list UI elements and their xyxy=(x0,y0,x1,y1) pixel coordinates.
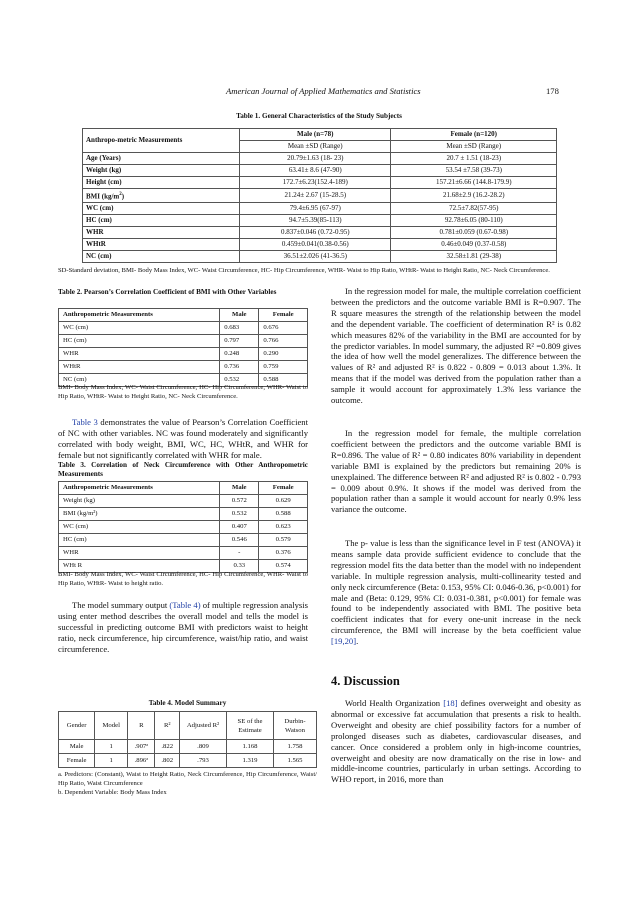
table-row xyxy=(83,251,557,263)
table1-corner: Anthropo-metric Measurements xyxy=(83,129,240,153)
table4-header: R xyxy=(128,712,155,740)
table-row: Female 1 .896ᵃ .802 .793 1.319 1.565 xyxy=(59,754,317,768)
table3-link[interactable]: Table 3 xyxy=(72,417,98,427)
table2-note: BMI- Body Mass Index, WC- Waist Circumference, HC- Hip Circumference, WHR- Waist to Hip Ratio, WHtR- Waist to Height Ratio, NC- Neck Circumference. xyxy=(58,384,308,400)
cell-male: 94.7±5.39(85-113) xyxy=(240,215,391,227)
paragraph-table4: The model summary output (Table 4) of multiple regression analysis using enter method describes the overall model and tells the model is successful in predicting outcome BMI with predictors waist to height ratio, neck circumference, hip circumference, waist/hip ratio, and waist circumference. xyxy=(58,600,308,654)
table3 xyxy=(58,481,308,573)
journal-title: American Journal of Applied Mathematics and Statistics xyxy=(226,86,421,96)
table-row xyxy=(83,239,557,251)
table-row: HC (cm) 0.546 0.579 xyxy=(59,534,308,547)
cell-female: 0.781±0.059 (0.67-0.98) xyxy=(391,227,557,239)
table-row: Weight (kg) 0.572 0.629 xyxy=(59,495,308,508)
running-header xyxy=(0,86,638,100)
table-row xyxy=(83,203,557,215)
table-row: WHtR 0.736 0.759 xyxy=(59,361,308,374)
page-number: 178 xyxy=(546,86,559,96)
section-heading: 4. Discussion xyxy=(331,674,400,688)
paragraph-discussion: World Health Organization [18] defines overweight and obesity as abnormal or excessive fat accumulation that presents a risk to health. Overweight and obesity are chief possibility factors for a number of prolonged diseases such as diabetes, cardiovascular diseases, and cancer. Once considered a problem only in high-income countries, overweight and obesity are now dramatically on the rise in low- and middle-income countries, particularly in urban settings. According to WHO report, in 2016, more than xyxy=(331,698,582,785)
cell-male: 0.459±0.041(0.38-0.56) xyxy=(240,239,391,251)
table-row xyxy=(83,189,557,203)
table1-sub-female: Mean ±SD (Range) xyxy=(391,141,557,153)
table-row xyxy=(83,153,557,165)
table2-caption: Table 2. Pearson’s Correlation Coefficient of BMI with Other Variables xyxy=(58,288,277,296)
table-row: WHt R 0.33 0.574 xyxy=(59,560,308,573)
table1-col-female: Female (n=120) xyxy=(391,129,557,141)
table-row xyxy=(83,227,557,239)
paragraph-regression-female: In the regression model for female, the multiple correlation coefficient between the predictors and the outcome variable BMI is R=0.896. The value of R² = 0.80 indicates 80% variability in dependent variable BMI is explained by the predictors but remaining 20% is unexplained. The difference between R² and adjusted R² is 0.802 - 0.793 = 0.009 about 0.9%. It shows if the model was derived from the population rather than a sample it would account for nearly 0.9% less variance the outcome. xyxy=(331,428,581,515)
table3-header: Female xyxy=(259,482,308,495)
row-label: WC (cm) xyxy=(83,203,240,215)
table2 xyxy=(58,308,308,387)
table4-note-b: b. Dependent Variable: Body Mass Index xyxy=(58,789,167,796)
row-label: HC (cm) xyxy=(83,215,240,227)
table-row: NC (cm) 0.532 0.588 xyxy=(59,374,308,387)
table4-header: Gender xyxy=(59,712,95,740)
cell-male: 172.7±6.23(152.4-189) xyxy=(240,177,391,189)
cell-female: 72.5±7.82(57-95) xyxy=(391,203,557,215)
table2-header: Female xyxy=(259,309,308,322)
citation-link[interactable]: [18] xyxy=(443,698,458,708)
paragraph-anova: The p- value is less than the significance level in F test (ANOVA) it means sample data provide sufficient evidence to conclude that the regression model fits the data better than the model with no independent variable. In multiple regression analysis, multi-collinearity tested and only neck circumference (Beta: 0.153, 95% CI: 0.046-0.36, p<0.001) for male and (Beta: 0.129, 95% CI: 0.031-0.381, p<0.001) for female was found to be independently associated with BMI. The positive beta coefficient indicates that for every one-unit increase in the neck circumference, the BMI will increase by the beta coefficient value [19,20]. xyxy=(331,538,581,647)
table1-sub-male: Mean ±SD (Range) xyxy=(240,141,391,153)
cell-female: 21.68±2.9 (16.2-28.2) xyxy=(391,189,557,203)
table-row: Male 1 .907ᵃ .822 .809 1.168 1.758 xyxy=(59,740,317,754)
cell-male: 21.24± 2.67 (15-28.5) xyxy=(240,189,391,203)
table1-note: SD-Standard deviation, BMI- Body Mass Index, WC- Waist Circumference, HC- Hip Circumference, WHR- Waist to Hip Ratio, WHtR- Waist to Height Ratio, NC- Neck Circumference. xyxy=(58,267,550,274)
row-label: Height (cm) xyxy=(83,177,240,189)
table4-header: R² xyxy=(155,712,180,740)
citation-link[interactable]: [19,20] xyxy=(331,636,357,647)
table-row: WC (cm) 0.683 0.676 xyxy=(59,322,308,335)
cell-female: 157.21±6.66 (144.8-179.9) xyxy=(391,177,557,189)
table-row: WHR 0.248 0.290 xyxy=(59,348,308,361)
table4-header: Adjusted R² xyxy=(180,712,227,740)
row-label: WHR xyxy=(83,227,240,239)
row-label: WHtR xyxy=(83,239,240,251)
table4-header: Durbin-Watson xyxy=(274,712,317,740)
row-label: BMI $(kg/m^2)$ xyxy=(83,189,240,203)
row-label: NC (cm) xyxy=(83,251,240,263)
table3-caption: Table 3. Correlation of Neck Circumference with Other Anthropometric Measurements xyxy=(58,461,308,478)
table1-col-male: Male (n=78) xyxy=(240,129,391,141)
table-row xyxy=(83,215,557,227)
table-row: WHR - 0.376 xyxy=(59,547,308,560)
row-label: Weight (kg) xyxy=(83,165,240,177)
table4-header: Model xyxy=(95,712,128,740)
cell-female: 92.78±6.05 (80-110) xyxy=(391,215,557,227)
table3-header: Male xyxy=(220,482,259,495)
table-row: WC (cm) 0.407 0.623 xyxy=(59,521,308,534)
table2-header: Male xyxy=(220,309,259,322)
table-row xyxy=(83,177,557,189)
table4-note-a: a. Predictors: (Constant), Waist to Height Ratio, Neck Circumference, Hip Circumference, Waist/ Hip Ratio, Waist Circumference xyxy=(58,771,317,787)
cell-male: 63.41± 8.6 (47-90) xyxy=(240,165,391,177)
table4-caption: Table 4. Model Summary xyxy=(148,699,227,707)
table4-header: SE of the Estimate xyxy=(227,712,274,740)
table1 xyxy=(82,128,557,263)
table3-note: BMI- Body Mass Index, WC- Waist Circumference, HC- Hip Circumference, WHR- Waist to Hip Ratio, WHtR- Waist to height ratio. xyxy=(58,571,308,587)
cell-female: 0.46±0.049 (0.37-0.58) xyxy=(391,239,557,251)
table2-header: Anthropometric Measurements xyxy=(59,309,220,322)
cell-female: 20.7 ± 1.51 (18-23) xyxy=(391,153,557,165)
cell-female: 32.58±1.81 (29-38) xyxy=(391,251,557,263)
cell-male: 0.837±0.046 (0.72-0.95) xyxy=(240,227,391,239)
cell-female: 53.54 ±7.58 (39-73) xyxy=(391,165,557,177)
cell-male: 79.4±6.95 (67-97) xyxy=(240,203,391,215)
table3-header: Anthropometric Measurements xyxy=(59,482,220,495)
paragraph-regression-male: In the regression model for male, the multiple correlation coefficient between the predictors and the outcome variable BMI is R=0.907. The R square measures the strength of the relationship between the model and the dependent variable. The coefficient of determination R² is 0.82 which measures 82% of the variability in the BMI are accounted for by the predictor variables. In model summary, the adjusted R² =0.809 gives the idea of how well the model generalizes. The difference between the values of R² and adjusted R² is 0.822 - 0.809 = 0.013 about 1.3%. It means that if the model was derived from the population rather than a sample it would account for approximately 1.3% less variance the outcome. xyxy=(331,286,581,406)
table4-link[interactable]: (Table 4) xyxy=(169,600,201,610)
paragraph-table3: Table 3 demonstrates the value of Pearson’s Correlation Coefficient of NC with other variables. NC was found moderately and significantly correlated with body weight, BMI, WC, HC, WHtR, and WHR for female but not significantly correlated with WHR for male. xyxy=(58,417,308,460)
row-label: Age (Years) xyxy=(83,153,240,165)
cell-male: 36.51±2.026 (41-36.5) xyxy=(240,251,391,263)
table4 xyxy=(58,711,317,768)
table-row: BMI (kg/m²) 0.532 0.588 xyxy=(59,508,308,521)
table-row xyxy=(83,165,557,177)
table1-caption: Table 1. General Characteristics of the Study Subjects xyxy=(236,112,402,120)
cell-male: 20.79±1.63 (18- 23) xyxy=(240,153,391,165)
table-row: HC (cm) 0.797 0.766 xyxy=(59,335,308,348)
